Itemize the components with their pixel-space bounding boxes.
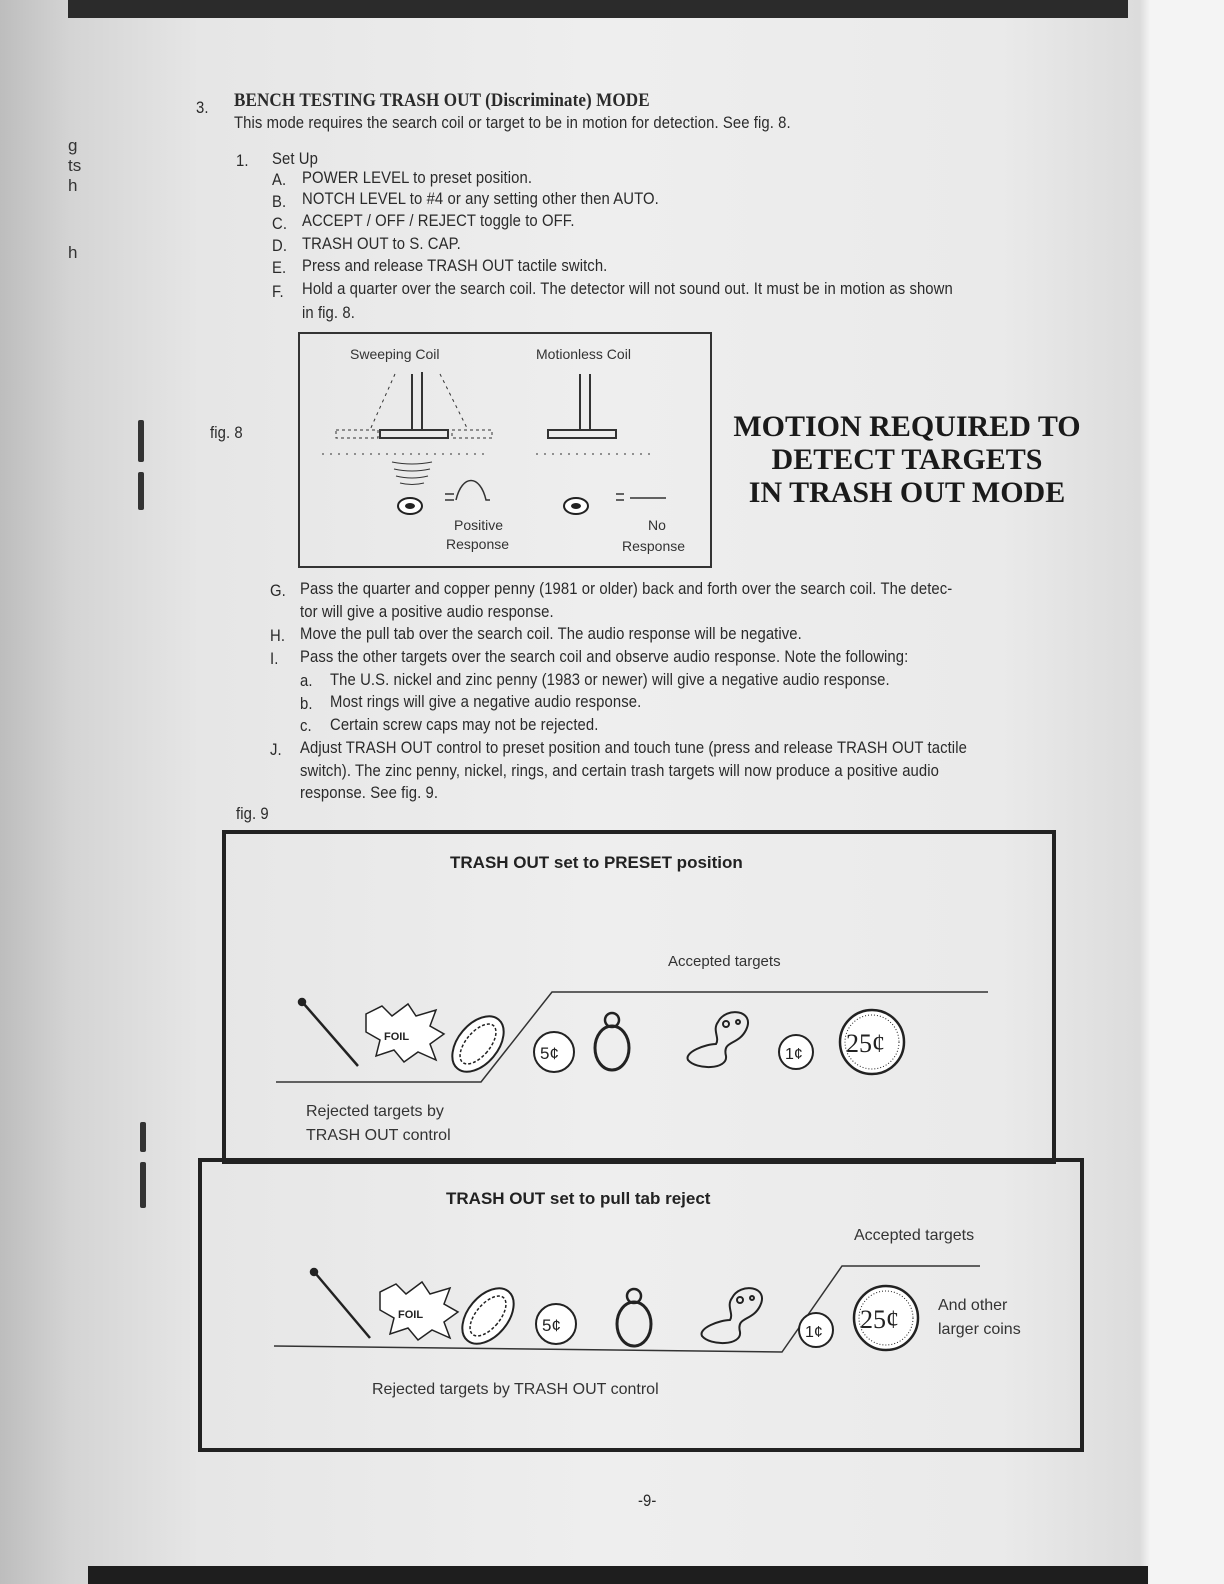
- foil-icon: [380, 1282, 458, 1340]
- pull-tab-icon: [702, 1288, 762, 1343]
- step-letter: B.: [272, 193, 287, 211]
- note-text: Most rings will give a negative audio response.: [330, 693, 642, 711]
- positive-response-label: Positive: [454, 517, 504, 533]
- step-letter: C.: [272, 215, 288, 233]
- foil-label: FOIL: [398, 1309, 424, 1321]
- screw-cap-icon: [452, 1279, 524, 1354]
- pull-tab-icon: [688, 1012, 748, 1067]
- fig9-panel-preset-illustration: [226, 834, 1052, 1160]
- ring-icon: [617, 1289, 651, 1346]
- note-letter: a.: [300, 672, 313, 690]
- other-coins-label: And other: [938, 1297, 1008, 1314]
- positive-response-label: Response: [446, 536, 510, 552]
- fig9-panel-pulltab-illustration: [202, 1162, 1080, 1448]
- fig9-panel-pulltab: [198, 1158, 1084, 1452]
- positive-response-icon: [445, 481, 490, 501]
- margin-fragment: ts: [68, 156, 82, 175]
- binding-mark: [140, 1162, 146, 1208]
- step-text: switch). The zinc penny, nickel, rings, and certain trash targets will now produce a positive audio: [300, 762, 939, 780]
- penny-label: 1¢: [805, 1324, 823, 1341]
- note-text: Certain screw caps may not be rejected.: [330, 716, 599, 734]
- binding-mark: [138, 472, 144, 510]
- motion-heading-line: IN TRASH OUT MODE: [748, 476, 1066, 509]
- motion-heading-line: DETECT TARGETS: [771, 443, 1043, 476]
- step-letter: D.: [272, 237, 288, 255]
- penny-label: 1¢: [785, 1046, 803, 1063]
- nickel-icon: [534, 1032, 574, 1072]
- nail-icon: [311, 1269, 370, 1338]
- step-text: response. See fig. 9.: [300, 784, 439, 802]
- step-letter: I.: [270, 650, 279, 668]
- step-text: NOTCH LEVEL to #4 or any setting other then AUTO.: [302, 190, 659, 208]
- nickel-label: 5¢: [542, 1316, 561, 1335]
- scan-edge-top: [68, 0, 1128, 18]
- page-number: -9-: [638, 1492, 657, 1510]
- scan-edge-bottom: [88, 1566, 1148, 1584]
- nickel-icon: [536, 1304, 576, 1344]
- coin-icon: [398, 498, 422, 514]
- margin-fragment: h: [68, 243, 78, 262]
- step-text: TRASH OUT to S. CAP.: [302, 235, 461, 253]
- step-text: ACCEPT / OFF / REJECT toggle to OFF.: [302, 212, 575, 230]
- rejected-targets-label: Rejected targets by: [306, 1103, 444, 1120]
- quarter-label: 25¢: [846, 1029, 885, 1058]
- step-text: Press and release TRASH OUT tactile switch.: [302, 257, 608, 275]
- sweeping-coil-icon: [322, 372, 492, 485]
- accepted-targets-label: Accepted targets: [854, 1227, 975, 1244]
- ring-icon: [595, 1013, 629, 1070]
- step-letter: G.: [270, 582, 286, 600]
- step-text: Adjust TRASH OUT control to preset position and touch tune (press and release TRASH OUT tactile: [300, 739, 967, 757]
- motionless-coil-label: Motionless Coil: [536, 346, 631, 362]
- panel-title: TRASH OUT set to pull tab reject: [446, 1189, 711, 1208]
- other-coins-label: larger coins: [938, 1321, 1021, 1338]
- step-letter: F.: [272, 283, 284, 301]
- fig8-label: fig. 8: [210, 424, 243, 442]
- step-letter: H.: [270, 627, 286, 645]
- rejected-targets-label: Rejected targets by TRASH OUT control: [372, 1381, 659, 1398]
- no-response-label: No: [648, 517, 666, 533]
- rejected-targets-label: TRASH OUT control: [306, 1127, 451, 1144]
- setup-title: Set Up: [272, 150, 318, 168]
- motion-heading-line: MOTION REQUIRED TO: [733, 410, 1081, 443]
- sweeping-coil-label: Sweeping Coil: [350, 346, 440, 362]
- step-text: Move the pull tab over the search coil. The audio response will be negative.: [300, 625, 802, 643]
- step-text: Pass the other targets over the search coil and observe audio response. Note the following:: [300, 648, 909, 666]
- no-response-label: Response: [622, 538, 686, 554]
- fig9-panel-preset: [222, 830, 1056, 1164]
- margin-fragment: g: [68, 136, 78, 155]
- step-text-continued: in fig. 8.: [302, 304, 355, 322]
- setup-number: 1.: [236, 152, 249, 170]
- no-response-icon: [616, 494, 666, 500]
- note-letter: c.: [300, 717, 312, 735]
- fig8-illustration: [300, 334, 710, 566]
- foil-label: FOIL: [384, 1031, 410, 1043]
- step-text: Pass the quarter and copper penny (1981 or older) back and forth over the search coil. The detec-: [300, 580, 953, 598]
- section-intro: This mode requires the search coil or target to be in motion for detection. See fig. 8.: [234, 114, 791, 132]
- panel-title: TRASH OUT set to PRESET position: [450, 853, 743, 872]
- fig8-box: [298, 332, 712, 568]
- quarter-icon: [840, 1010, 904, 1074]
- accepted-targets-label: Accepted targets: [668, 953, 781, 970]
- motionless-coil-icon: [536, 374, 650, 454]
- binding-mark: [140, 1122, 146, 1152]
- note-letter: b.: [300, 695, 313, 713]
- fig9-label: fig. 9: [236, 805, 269, 823]
- quarter-icon: [854, 1286, 918, 1350]
- motion-heading: [722, 410, 1092, 509]
- binding-mark: [138, 420, 144, 462]
- penny-icon: [799, 1313, 833, 1347]
- note-text: The U.S. nickel and zinc penny (1983 or newer) will give a negative audio response.: [330, 671, 890, 689]
- screw-cap-icon: [442, 1007, 514, 1082]
- section-title: BENCH TESTING TRASH OUT (Discriminate) MODE: [234, 90, 650, 111]
- step-letter: J.: [270, 741, 282, 759]
- step-letter: E.: [272, 259, 287, 277]
- foil-icon: [366, 1004, 444, 1062]
- step-text: tor will give a positive audio response.: [300, 603, 554, 621]
- nickel-label: 5¢: [540, 1044, 559, 1063]
- coin-icon: [564, 498, 588, 514]
- section-number: 3.: [196, 99, 209, 117]
- margin-fragment: h: [68, 176, 78, 195]
- step-letter: A.: [272, 171, 287, 189]
- quarter-label: 25¢: [860, 1305, 899, 1334]
- step-text: Hold a quarter over the search coil. The detector will not sound out. It must be in motion as shown: [302, 280, 953, 298]
- nail-icon: [299, 999, 358, 1066]
- penny-icon: [779, 1035, 813, 1069]
- step-text: POWER LEVEL to preset position.: [302, 169, 533, 187]
